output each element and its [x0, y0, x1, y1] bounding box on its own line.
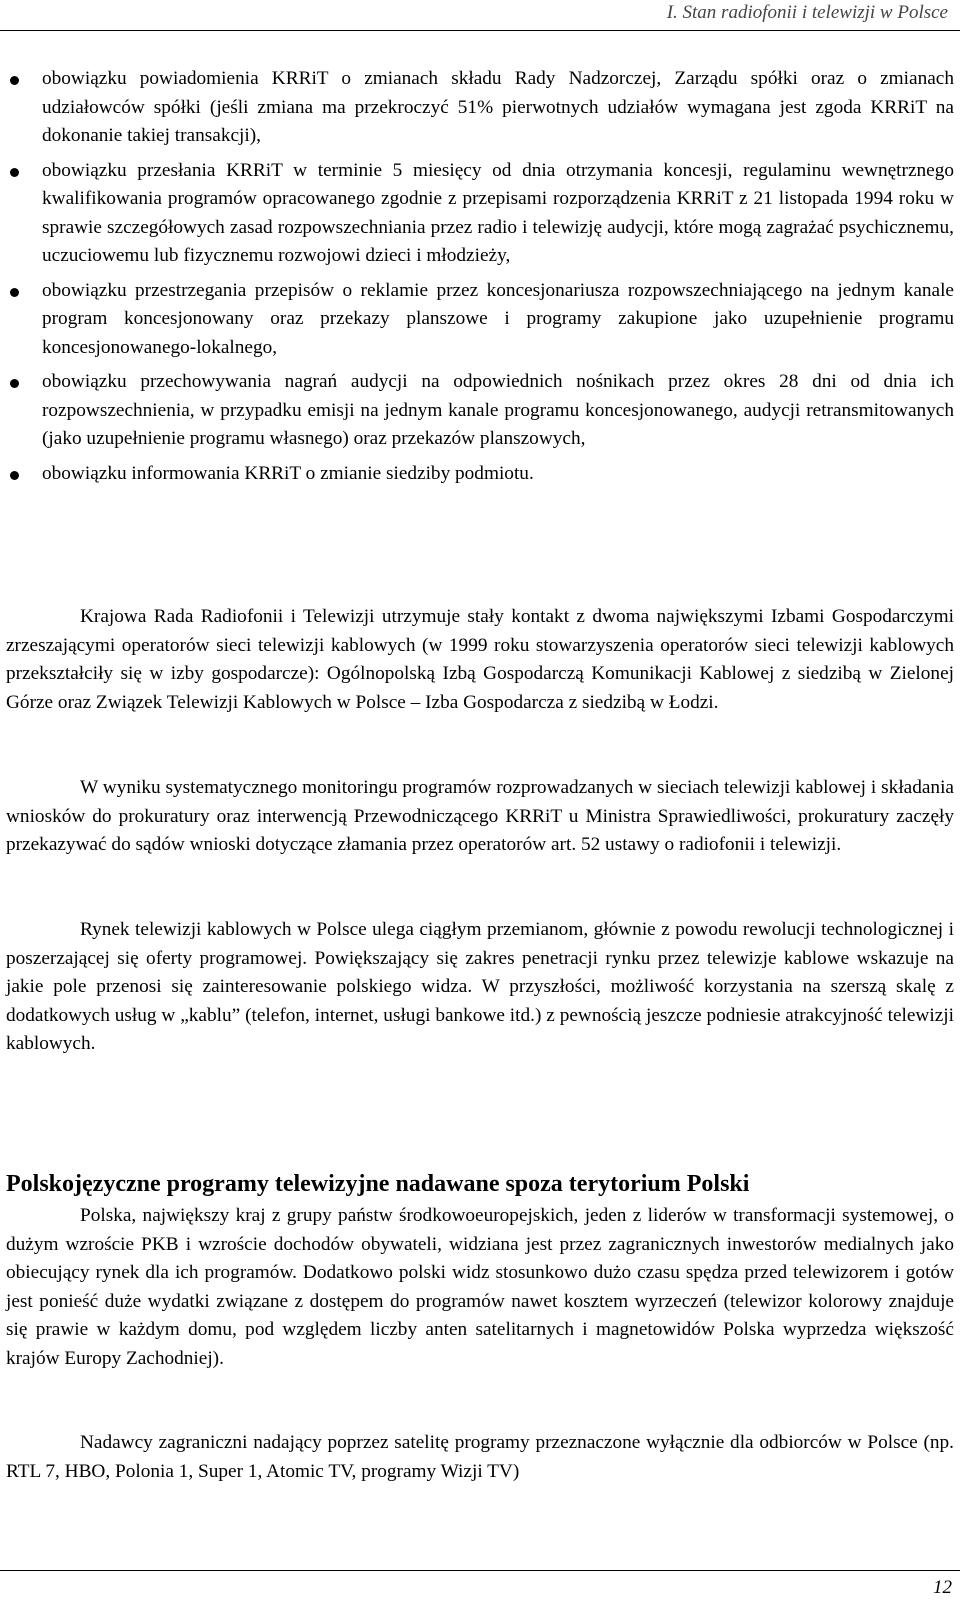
list-item-text: obowiązku przesłania KRRiT w terminie 5 miesięcy od dnia otrzymania koncesji, regulaminu wewnętrznego kwalifikowania programów opracowanego zgodnie z przepisami rozporządzenia KRRiT z 21 listopada 1994 roku w sprawie szczegółowych zasad rozpowszechniania przez radio i telewizję audycji, które mogą zagrażać psychicznemu, uczuciowemu lub fizycznemu rozwojowi dzieci i młodzieży, [42, 159, 954, 266]
bullet-icon [10, 288, 19, 297]
footer-divider [0, 1570, 960, 1571]
list-item-text: obowiązku powiadomienia KRRiT o zmianach składu Rady Nadzorczej, Zarządu spółki oraz o zmianach udziałowców spółki (jeśli zmiana ma przekroczyć 51% pierwotnych udziałów wymagana jest zgoda KRRiT na dokonanie takiej transakcji), [42, 68, 954, 146]
paragraph-foreign-broadcasters: Nadawcy zagraniczni nadający poprzez satelitę programy przeznaczone wyłącznie dla odbiorców w Polsce (np. RTL 7, HBO, Polonia 1, Super 1, Atomic TV, programy Wizji TV) [6, 1432, 954, 1482]
list-item-text: obowiązku informowania KRRiT o zmianie siedziby podmiotu. [42, 462, 534, 484]
running-header-title: I. Stan radiofonii i telewizji w Polsce [666, 2, 948, 23]
bullet-icon [10, 379, 19, 388]
page-number: 12 [933, 1577, 952, 1598]
list-item [10, 157, 954, 271]
list-item-text: obowiązku przestrzegania przepisów o reklamie przez koncesjonariusza rozpowszechniającego na jednym kanale program koncesjonowany oraz przekazy planszowe i programy zakupione jako uzupełnienie programu koncesjonowanego-lokalnego, [42, 279, 954, 358]
paragraph-cable-market: Rynek telewizji kablowych w Polsce ulega ciągłym przemianom, głównie z powodu rewolucji technologicznej i poszerzającej się oferty programowej. Powiększający się zakres penetracji rynku przez telewizje kablowe wskazuje na jakie pole przenosi się zainteresowanie polskiego widza. W przyszłości, możliwość korzystania na szerszą skalę z dodatkowych usług w „kablu” (telefon, internet, usługi bankowe itd.) z pewnością jeszcze podniesie atrakcyjność telewizji kablowych. [6, 919, 954, 1054]
bullet-icon [10, 471, 19, 480]
bullet-icon [10, 76, 19, 85]
list-item [10, 368, 954, 454]
running-header [0, 0, 960, 31]
bullet-icon [10, 168, 19, 177]
list-item-text: obowiązku przechowywania nagrań audycji na odpowiednich nośnikach przez okres 28 dni od dnia ich rozpowszechnienia, w przypadku emisji na jednym kanale programu koncesjonowanego, audycji retransmitowanych (jako uzupełnienie programu własnego) oraz przekazów planszowych, [42, 371, 954, 449]
paragraph-poland-market: Polska, największy kraj z grupy państw środkowoeuropejskich, jeden z liderów w transformacji systemowej, o dużym wzroście PKB i wzroście dochodów obywateli, widziana jest przez zagranicznych inwestorów medialnych jako obiecujący rynek dla ich programów. Dodatkowo polski widz stosunkowo dużo czasu spędza przed telewizorem i gotów jest ponieść duże wydatki związane z dostępem do programów nawet kosztem wyrzeczeń (telewizor kolorowy znajduje się prawie w każdym domu, pod względem liczby anten satelitarnych i magnetowidów Polska wyprzedza większość krajów Europy Zachodniej). [6, 1205, 954, 1369]
list-item [10, 65, 954, 151]
paragraph-chambers: Krajowa Rada Radiofonii i Telewizji utrzymuje stały kontakt z dwoma największymi Izbami Gospodarczymi zrzeszającymi operatorów sieci telewizji kablowych (w 1999 roku stowarzyszenia operatorów sieci telewizji kablowych przekształciły się w izby gospodarcze): Ogólnopolską Izbą Gospodarczą Komunikacji Kablowej z siedzibą w Zielonej Górze oraz Związek Telewizji Kablowych w Polsce – Izba Gospodarcza z siedzibą w Łodzi. [6, 606, 954, 713]
section-heading: Polskojęzyczne programy telewizyjne nadawane spoza terytorium Polski [6, 1171, 750, 1197]
list-item [10, 277, 954, 363]
paragraph-monitoring: W wyniku systematycznego monitoringu programów rozprowadzanych w sieciach telewizji kablowej i składania wniosków do prokuratury oraz interwencją Przewodniczącego KRRiT u Ministra Sprawiedliwości, prokuratury zaczęły przekazywać do sądów wnioski dotyczące złamania przez operatorów art. 52 ustawy o radiofonii i telewizji. [6, 777, 954, 855]
list-item [10, 460, 954, 489]
obligations-list [10, 65, 954, 494]
